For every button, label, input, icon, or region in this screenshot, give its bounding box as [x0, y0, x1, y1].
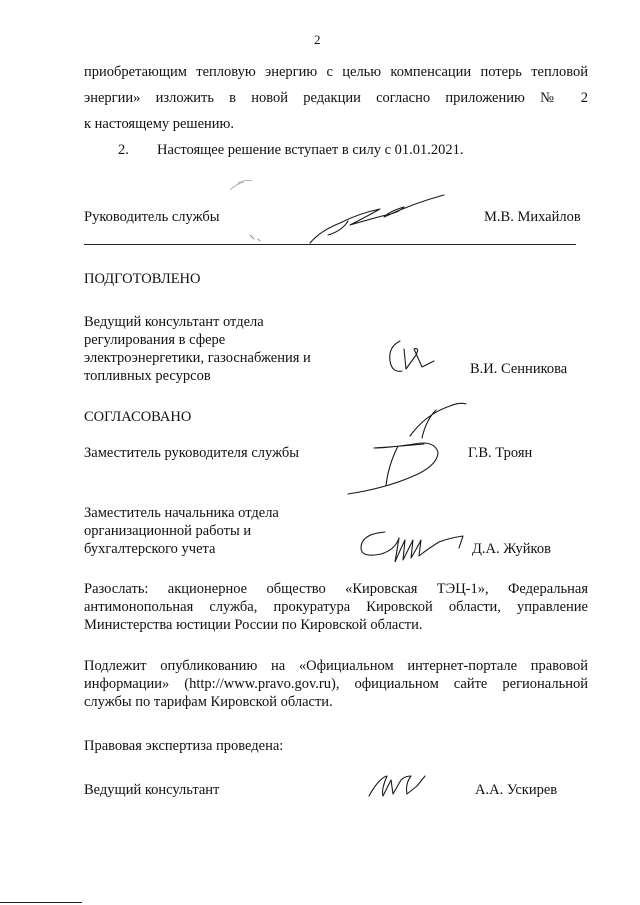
publication-line-3: службы по тарифам Кировской области.	[84, 694, 333, 710]
deputy-title: Заместитель руководителя службы	[84, 445, 300, 461]
dept-position-line-2: организационной работы и	[84, 523, 252, 539]
prepared-position-line-2: регулирования в сфере	[84, 332, 226, 348]
distribution-line-2: антимонопольная служба, прокуратура Кировской области, управление	[84, 599, 588, 615]
prepared-position-line-4: топливных ресурсов	[84, 368, 211, 384]
legal-consultant-title: Ведущий консультант	[84, 782, 220, 798]
publication-line-2: информации» (http://www.pravo.gov.ru), официальном сайте региональной	[84, 676, 588, 692]
page-number: 2	[314, 32, 321, 47]
intro-line-3: к настоящему решению.	[84, 116, 235, 132]
deputy-name: Г.В. Троян	[468, 445, 533, 461]
dept-name: Д.А. Жуйков	[472, 541, 551, 557]
item-2-text: Настоящее решение вступает в силу с 01.01.2021.	[157, 142, 464, 158]
head-signature	[210, 165, 460, 250]
distribution-line-3: Министерства юстиции России по Кировской области.	[84, 617, 423, 633]
prepared-position-line-1: Ведущий консультант отдела	[84, 314, 264, 330]
head-name: М.В. Михайлов	[484, 209, 581, 225]
prepared-signature	[380, 335, 440, 380]
legal-consultant-name: А.А. Ускирев	[475, 782, 558, 798]
separator-line	[84, 244, 576, 245]
prepared-position-line-3: электроэнергетики, газоснабжения и	[84, 350, 311, 366]
legal-signature	[365, 770, 435, 806]
dept-position-line-1: Заместитель начальника отдела	[84, 505, 279, 521]
prepared-name: В.И. Сенникова	[470, 361, 568, 377]
publication-line-1: Подлежит опубликованию на «Официальном интернет-портале правовой	[84, 658, 588, 674]
footnote-rule	[0, 902, 82, 903]
distribution-line-1: Разослать: акционерное общество «Кировская ТЭЦ-1», Федеральная	[84, 581, 588, 597]
head-title: Руководитель службы	[84, 209, 220, 225]
intro-line-2: энергии» изложить в новой редакции согласно приложению № 2	[84, 90, 588, 106]
dept-position-line-3: бухгалтерского учета	[84, 541, 216, 557]
agreed-heading: СОГЛАСОВАНО	[84, 409, 192, 425]
deputy-signature	[340, 400, 480, 500]
intro-line-1: приобретающим тепловую энергию с целью компенсации потерь тепловой	[84, 64, 588, 80]
legal-expertise-text: Правовая экспертиза проведена:	[84, 738, 284, 754]
dept-signature	[355, 522, 475, 562]
item-2-number: 2.	[118, 142, 129, 158]
prepared-heading: ПОДГОТОВЛЕНО	[84, 271, 201, 287]
